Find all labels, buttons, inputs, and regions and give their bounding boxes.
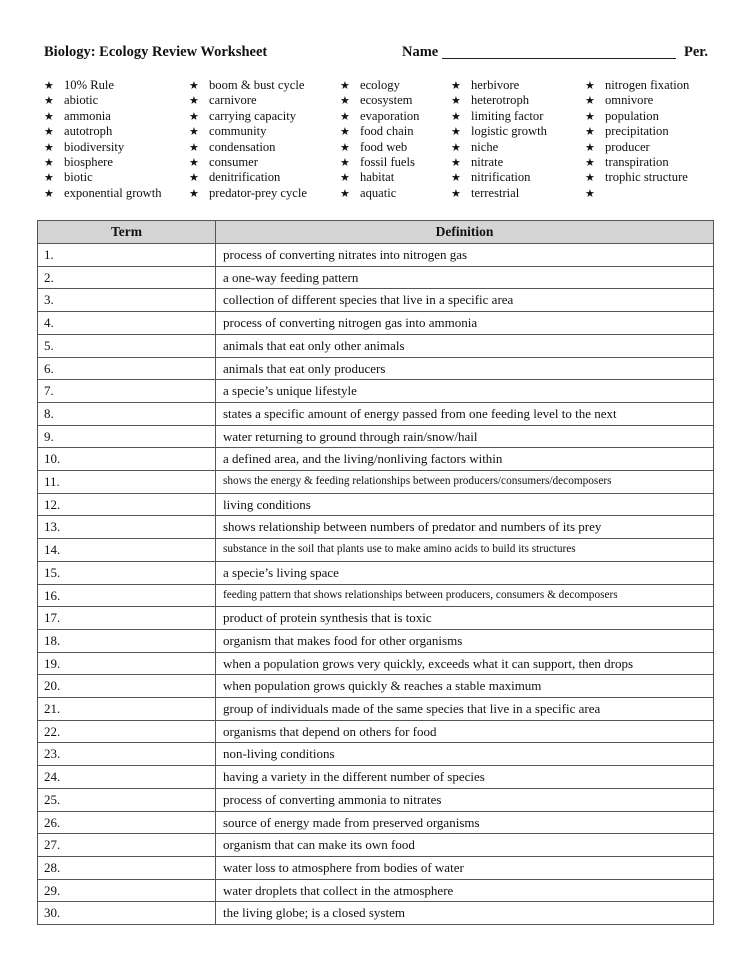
star-icon: ★ — [340, 172, 350, 185]
star-icon: ★ — [585, 187, 595, 200]
star-icon: ★ — [451, 110, 461, 123]
star-icon: ★ — [189, 95, 199, 108]
word-bank-term: habitat — [360, 170, 395, 185]
star-icon: ★ — [451, 187, 461, 200]
star-icon: ★ — [189, 172, 199, 185]
word-bank-term: evaporation — [360, 108, 420, 123]
word-bank-item — [585, 140, 689, 155]
table-row — [38, 811, 714, 834]
word-bank-item — [44, 93, 162, 108]
term-cell[interactable]: 11. — [38, 471, 216, 494]
word-bank-term: producer — [605, 139, 650, 154]
word-bank-item — [340, 109, 419, 124]
word-bank-term: condensation — [209, 139, 276, 154]
star-icon: ★ — [451, 141, 461, 154]
table-row — [38, 675, 714, 698]
term-cell[interactable]: 3. — [38, 289, 216, 312]
word-bank-term: carnivore — [209, 93, 257, 108]
word-bank-term: exponential growth — [64, 185, 162, 200]
definition-cell: feeding pattern that shows relationships between producers, consumers & decomposers — [216, 584, 714, 607]
definition-cell: shows relationship between numbers of predator and numbers of its prey — [216, 516, 714, 539]
definition-cell: states a specific amount of energy passed from one feeding level to the next — [216, 402, 714, 425]
word-bank-term: trophic structure — [605, 170, 688, 185]
definition-cell: source of energy made from preserved organisms — [216, 811, 714, 834]
word-bank-item — [340, 186, 419, 201]
term-cell[interactable]: 13. — [38, 516, 216, 539]
word-bank-item — [585, 78, 689, 93]
star-icon: ★ — [340, 187, 350, 200]
term-cell[interactable]: 17. — [38, 607, 216, 630]
term-cell[interactable]: 2. — [38, 266, 216, 289]
word-bank-item — [44, 155, 162, 170]
star-icon: ★ — [585, 95, 595, 108]
star-icon: ★ — [44, 80, 54, 92]
term-cell[interactable]: 9. — [38, 425, 216, 448]
word-bank-item — [44, 186, 162, 201]
word-bank-term: nitrification — [471, 170, 531, 185]
table-row — [38, 788, 714, 811]
star-icon: ★ — [340, 141, 350, 154]
star-icon: ★ — [189, 80, 199, 92]
star-icon: ★ — [44, 172, 54, 185]
period-label: Per. — [683, 44, 708, 60]
star-icon: ★ — [44, 95, 54, 108]
star-icon: ★ — [451, 95, 461, 108]
word-bank-item — [585, 155, 689, 170]
star-icon: ★ — [189, 110, 199, 123]
term-cell[interactable]: 27. — [38, 834, 216, 857]
table-header-row — [38, 221, 714, 244]
star-icon: ★ — [340, 110, 350, 123]
word-bank-term: population — [605, 108, 659, 123]
table-row — [38, 357, 714, 380]
word-bank-term: carrying capacity — [209, 108, 297, 123]
word-bank-term: biodiversity — [64, 139, 125, 154]
word-bank-term: boom & bust cycle — [209, 78, 305, 92]
term-cell[interactable]: 15. — [38, 561, 216, 584]
definition-cell: the living globe; is a closed system — [216, 902, 714, 925]
table-row — [38, 539, 714, 562]
table-row — [38, 743, 714, 766]
word-bank-term: precipitation — [605, 124, 669, 139]
word-bank-column — [189, 78, 307, 201]
word-bank-item — [189, 155, 307, 170]
word-bank-term: heterotroph — [471, 93, 530, 108]
word-bank-term: logistic growth — [471, 124, 547, 139]
definition-cell: animals that eat only other animals — [216, 334, 714, 357]
table-row — [38, 244, 714, 267]
term-column-header: Term — [38, 221, 216, 244]
table-row — [38, 879, 714, 902]
star-icon: ★ — [451, 80, 461, 92]
table-row — [38, 698, 714, 721]
table-row — [38, 312, 714, 335]
definition-cell: living conditions — [216, 493, 714, 516]
word-bank-term: abiotic — [64, 93, 99, 108]
definition-cell: organism that can make its own food — [216, 834, 714, 857]
word-bank-item — [44, 124, 162, 139]
table-row — [38, 902, 714, 925]
word-bank-item — [340, 140, 419, 155]
word-bank-term: limiting factor — [471, 108, 544, 123]
table-row — [38, 493, 714, 516]
definition-cell: shows the energy & feeding relationships between producers/consumers/decomposers — [216, 471, 714, 494]
definition-cell: water returning to ground through rain/snow/hail — [216, 425, 714, 448]
word-bank-item — [44, 170, 162, 185]
definition-cell: a specie’s living space — [216, 561, 714, 584]
word-bank-term: transpiration — [605, 154, 669, 169]
term-cell[interactable]: 16. — [38, 584, 216, 607]
star-icon: ★ — [189, 141, 199, 154]
star-icon: ★ — [44, 110, 54, 123]
table-row — [38, 766, 714, 789]
definition-cell: a one-way feeding pattern — [216, 266, 714, 289]
term-cell[interactable]: 10. — [38, 448, 216, 471]
table-row — [38, 629, 714, 652]
word-bank-item — [451, 78, 547, 93]
table-row — [38, 516, 714, 539]
term-cell[interactable]: 12. — [38, 493, 216, 516]
word-bank-item — [585, 170, 689, 185]
term-cell[interactable]: 24. — [38, 766, 216, 789]
table-row — [38, 425, 714, 448]
word-bank-term: biotic — [64, 170, 93, 185]
word-bank-item — [451, 124, 547, 139]
word-bank-term: denitrification — [209, 170, 281, 185]
table-row — [38, 266, 714, 289]
table-row — [38, 380, 714, 403]
terms-table — [37, 220, 714, 925]
word-bank-item — [189, 109, 307, 124]
word-bank-column — [451, 78, 547, 201]
definition-cell: process of converting nitrates into nitrogen gas — [216, 244, 714, 267]
word-bank-term: herbivore — [471, 78, 520, 92]
star-icon: ★ — [585, 172, 595, 185]
word-bank-item — [585, 186, 689, 201]
definition-cell: a defined area, and the living/nonliving factors within — [216, 448, 714, 471]
table-row — [38, 334, 714, 357]
word-bank-term: nitrate — [471, 154, 504, 169]
word-bank-item — [340, 93, 419, 108]
word-bank-column — [44, 78, 162, 201]
word-bank-term: aquatic — [360, 185, 397, 200]
star-icon: ★ — [451, 172, 461, 185]
definition-cell: when a population grows very quickly, exceeds what it can support, then drops — [216, 652, 714, 675]
star-icon: ★ — [585, 141, 595, 154]
word-bank-item — [451, 170, 547, 185]
word-bank-item — [189, 124, 307, 139]
word-bank-item — [189, 78, 307, 93]
star-icon: ★ — [44, 156, 54, 169]
definition-cell: water droplets that collect in the atmosphere — [216, 879, 714, 902]
word-bank-item — [44, 109, 162, 124]
word-bank-item — [189, 93, 307, 108]
word-bank-item — [340, 155, 419, 170]
term-cell[interactable]: 1. — [38, 244, 216, 267]
term-cell[interactable]: 22. — [38, 720, 216, 743]
definition-cell: process of converting nitrogen gas into ammonia — [216, 312, 714, 335]
word-bank-item — [340, 78, 419, 93]
word-bank-term: niche — [471, 139, 499, 154]
word-bank-term: fossil fuels — [360, 154, 415, 169]
star-icon: ★ — [340, 126, 350, 139]
star-icon: ★ — [585, 156, 595, 169]
word-bank-item — [189, 186, 307, 201]
definition-cell: when population grows quickly & reaches a stable maximum — [216, 675, 714, 698]
name-label: Name — [402, 44, 439, 60]
definition-cell: having a variety in the different number of species — [216, 766, 714, 789]
star-icon: ★ — [189, 156, 199, 169]
word-bank-item — [451, 140, 547, 155]
term-cell[interactable]: 14. — [38, 539, 216, 562]
word-bank-item — [585, 93, 689, 108]
term-cell[interactable]: 26. — [38, 811, 216, 834]
table-row — [38, 584, 714, 607]
term-cell[interactable]: 21. — [38, 698, 216, 721]
definition-cell: process of converting ammonia to nitrates — [216, 788, 714, 811]
word-bank-item — [451, 93, 547, 108]
term-cell[interactable]: 20. — [38, 675, 216, 698]
word-bank-term: food chain — [360, 124, 414, 139]
star-icon: ★ — [340, 156, 350, 169]
word-bank-term: food web — [360, 139, 408, 154]
definition-cell: substance in the soil that plants use to make amino acids to build its structures — [216, 539, 714, 562]
star-icon: ★ — [585, 110, 595, 123]
term-cell[interactable]: 25. — [38, 788, 216, 811]
word-bank-column — [585, 78, 689, 201]
word-bank-term: biosphere — [64, 154, 113, 169]
table-row — [38, 607, 714, 630]
word-bank-item — [44, 78, 162, 93]
term-cell[interactable]: 29. — [38, 879, 216, 902]
star-icon: ★ — [585, 80, 595, 92]
word-bank-item — [585, 124, 689, 139]
word-bank-term: nitrogen fixation — [605, 78, 690, 92]
word-bank-term: 10% Rule — [64, 78, 115, 92]
word-bank-term: ammonia — [64, 108, 111, 123]
word-bank-column — [340, 78, 419, 201]
table-row — [38, 289, 714, 312]
star-icon: ★ — [189, 126, 199, 139]
star-icon: ★ — [189, 187, 199, 200]
word-bank-item — [189, 140, 307, 155]
table-row — [38, 856, 714, 879]
table-row — [38, 561, 714, 584]
word-bank-item — [189, 170, 307, 185]
star-icon: ★ — [340, 80, 350, 92]
star-icon: ★ — [340, 95, 350, 108]
term-cell[interactable]: 30. — [38, 902, 216, 925]
word-bank-term: terrestrial — [471, 185, 520, 200]
table-row — [38, 652, 714, 675]
star-icon: ★ — [44, 126, 54, 139]
name-blank-line[interactable] — [442, 58, 676, 59]
word-bank-item — [340, 124, 419, 139]
star-icon: ★ — [585, 126, 595, 139]
term-cell[interactable]: 4. — [38, 312, 216, 335]
definition-cell: organisms that depend on others for food — [216, 720, 714, 743]
word-bank-term: community — [209, 124, 267, 139]
definition-cell: animals that eat only producers — [216, 357, 714, 380]
word-bank-item — [451, 186, 547, 201]
worksheet-title: Biology: Ecology Review Worksheet — [44, 44, 268, 60]
star-icon: ★ — [451, 156, 461, 169]
word-bank-item — [451, 109, 547, 124]
definition-cell: a specie’s unique lifestyle — [216, 380, 714, 403]
table-row — [38, 402, 714, 425]
table-row — [38, 471, 714, 494]
star-icon: ★ — [451, 126, 461, 139]
table-row — [38, 834, 714, 857]
word-bank-term: autotroph — [64, 124, 113, 139]
definition-column-header: Definition — [216, 221, 714, 244]
definition-cell: product of protein synthesis that is toxic — [216, 607, 714, 630]
table-row — [38, 448, 714, 471]
table-row — [38, 720, 714, 743]
word-bank-term: consumer — [209, 154, 258, 169]
definition-cell: non-living conditions — [216, 743, 714, 766]
word-bank-item — [340, 170, 419, 185]
definition-cell: organism that makes food for other organisms — [216, 629, 714, 652]
term-cell[interactable]: 6. — [38, 357, 216, 380]
definition-cell: group of individuals made of the same species that live in a specific area — [216, 698, 714, 721]
term-cell[interactable]: 7. — [38, 380, 216, 403]
word-bank-term: ecology — [360, 78, 400, 92]
word-bank-term: predator-prey cycle — [209, 185, 307, 200]
term-cell[interactable]: 8. — [38, 402, 216, 425]
word-bank-item — [44, 140, 162, 155]
word-bank-item — [451, 155, 547, 170]
term-cell[interactable]: 5. — [38, 334, 216, 357]
term-cell[interactable]: 28. — [38, 856, 216, 879]
word-bank-term: ecosystem — [360, 93, 413, 108]
term-cell[interactable]: 23. — [38, 743, 216, 766]
definition-cell: collection of different species that live in a specific area — [216, 289, 714, 312]
term-cell[interactable]: 18. — [38, 629, 216, 652]
definition-cell: water loss to atmosphere from bodies of water — [216, 856, 714, 879]
word-bank-item — [585, 109, 689, 124]
term-cell[interactable]: 19. — [38, 652, 216, 675]
word-bank-term: omnivore — [605, 93, 654, 108]
worksheet-header — [44, 44, 708, 64]
star-icon: ★ — [44, 187, 54, 200]
star-icon: ★ — [44, 141, 54, 154]
